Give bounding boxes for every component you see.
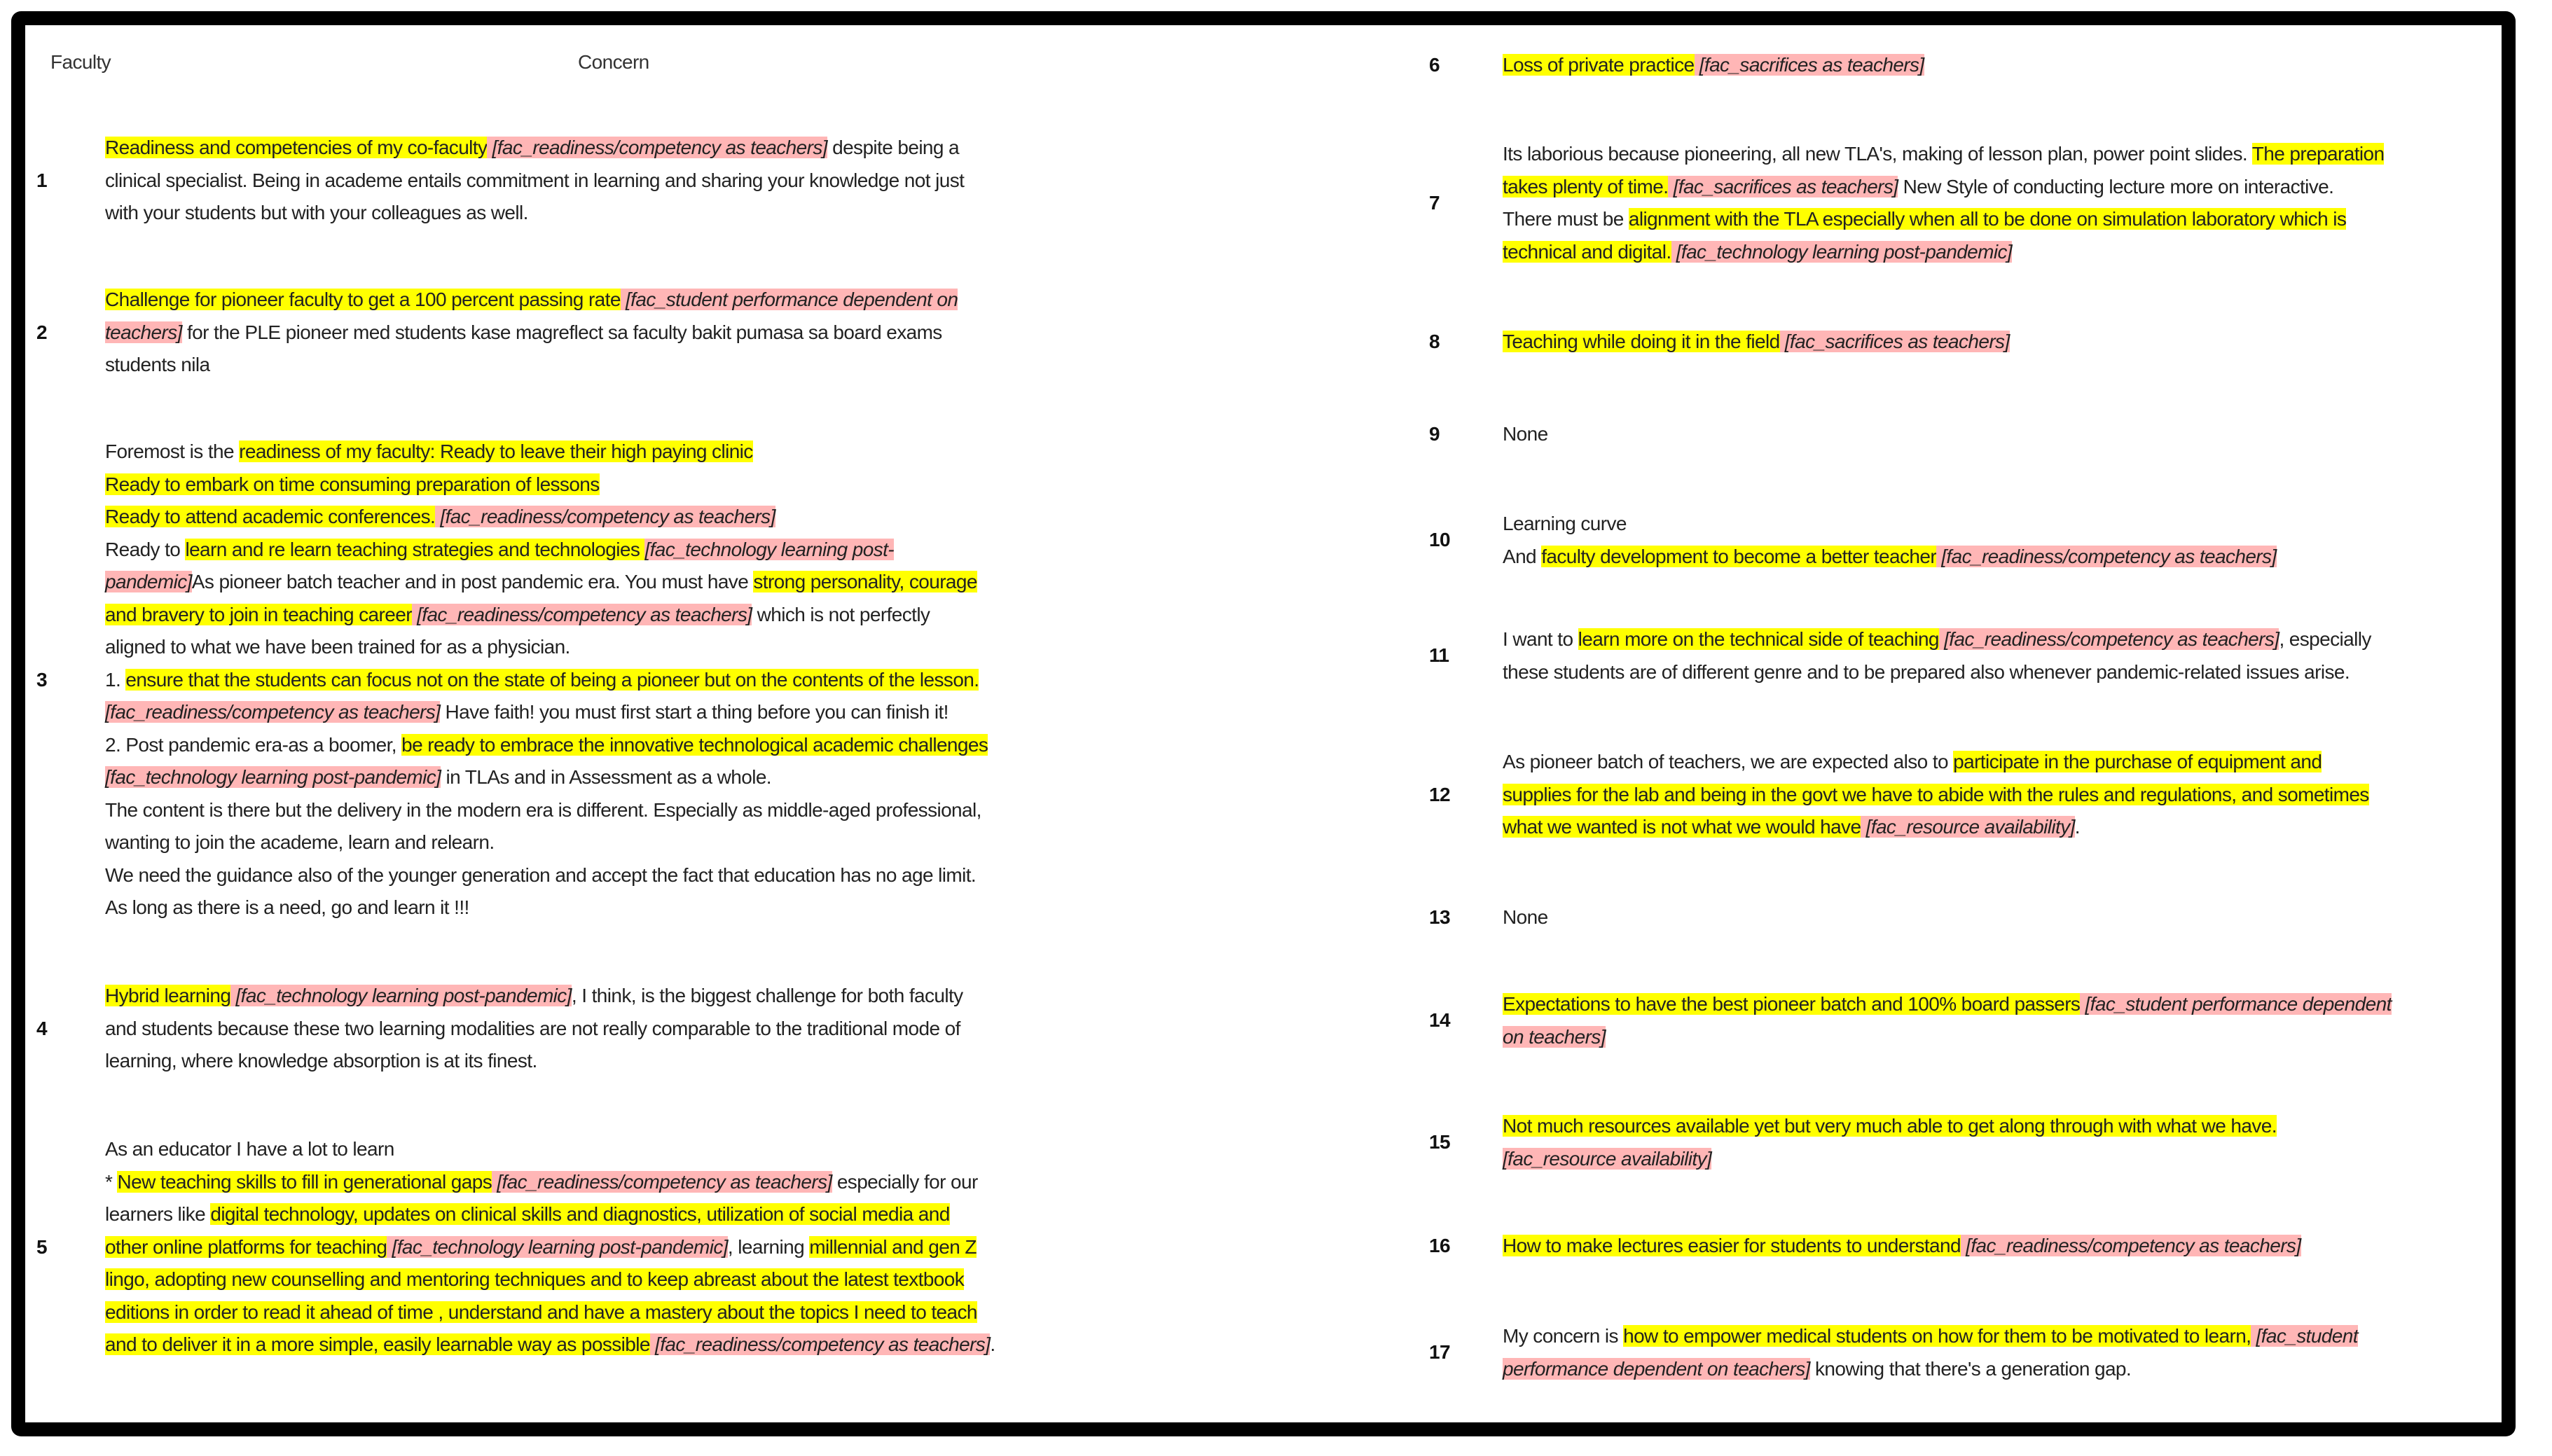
text-line [105,761,1129,794]
plain-text: We need the guidance also of the younger generation and accept the fact that education has no age limit. [105,864,977,886]
plain-text: in TLAs and in Assessment as a whole. [441,766,771,788]
table-row [1429,901,2494,934]
table-row [1429,418,2494,451]
plain-text: aligned to what we have been trained for as a physician. [105,636,570,658]
highlighted-excerpt: Hybrid learning [105,985,231,1006]
plain-text: As an educator I have a lot to learn [105,1138,394,1160]
concern-text [1503,1110,2494,1175]
concern-text [1503,508,2494,573]
row-number: 8 [1429,331,1440,352]
column-header-concern: Concern [578,51,649,73]
plain-text: learning, where knowledge absorption is at its finest. [105,1050,537,1072]
text-line [105,729,1129,762]
table-row [1429,49,2494,82]
plain-text: with your students but with your colleagues as well. [105,202,528,223]
row-number: 15 [1429,1131,1450,1153]
text-line [1503,779,2494,812]
plain-text: these students are of different genre and to be prepared also whenever pandemic-related issues arise. [1503,660,2350,683]
plain-text: As long as there is a need, go and learn it !!! [105,896,469,918]
concern-text [1503,1320,2494,1385]
concern-text [105,284,1129,382]
highlighted-excerpt: takes plenty of time. [1503,175,1669,197]
plain-text: My concern is [1503,1325,1624,1347]
highlighted-excerpt: learn and re learn teaching strategies and technologies [185,538,645,560]
highlighted-excerpt: millennial and gen Z [809,1235,977,1258]
concern-text [1503,746,2494,844]
table-row [1429,1110,2494,1175]
text-line [105,794,1129,827]
text-line [1503,988,2494,1021]
code-tag: [fac_technology learning post-pandemic] [230,985,572,1006]
row-number: 1 [36,169,47,191]
highlighted-excerpt: Not much resources available yet but very much able to get along through with what we have. [1503,1115,2277,1137]
plain-text: None [1503,906,1548,928]
concern-text [1503,49,2494,82]
row-number: 4 [36,1017,47,1039]
text-line [105,566,1129,599]
highlighted-excerpt: faculty development to become a better teacher [1541,545,1937,567]
highlighted-excerpt: learn more on the technical side of teaching [1578,628,1939,650]
text-line [105,980,1129,1013]
row-number: 9 [1429,423,1440,445]
code-tag: [fac_readiness/competency as teachers] [487,137,827,158]
plain-text: As pioneer batch teacher and in post pandemic era. You must have [191,571,754,592]
code-tag: [fac_readiness/competency as teachers] [105,701,441,723]
row-number: 7 [1429,191,1440,214]
text-line [1503,1110,2494,1143]
text-line [105,664,1129,697]
plain-text: and students because these two learning modalities are not really comparable to the traditional mode of [105,1017,960,1039]
text-line [1503,746,2494,779]
plain-text: Its laborious because pioneering, all new TLA's, making of lesson plan, power point slides. [1503,143,2252,165]
code-tag: [fac_resource availability] [1861,816,2075,838]
text-line [1503,49,2494,82]
text-line [1503,236,2494,269]
row-number: 12 [1429,783,1450,805]
text-line [1503,1021,2494,1054]
concern-text [1503,988,2494,1053]
text-line [105,132,1129,165]
text-line [1503,623,2494,656]
plain-text: * [105,1170,118,1193]
highlighted-excerpt: and to deliver it in a more simple, easily learnable way as possible [105,1333,650,1355]
highlighted-excerpt: ensure that the students can focus not on the state of being a pioneer but on the contents of the lesson. [125,668,979,691]
plain-text: And [1503,545,1542,567]
table-row [1429,1230,2494,1263]
concern-text [1503,326,2494,359]
text-line [105,599,1129,632]
text-line [105,631,1129,664]
plain-text: , I think, is the biggest challenge for both faculty [571,985,963,1006]
text-line [105,1166,1129,1199]
text-line [105,1198,1129,1231]
highlighted-excerpt: Ready to attend academic conferences. [105,506,436,527]
text-line [1503,418,2494,451]
row-number: 6 [1429,54,1440,76]
plain-text: learners like [105,1203,211,1225]
row-number: 14 [1429,1009,1450,1032]
row-number: 11 [1429,644,1449,667]
text-line [1503,1143,2494,1176]
code-tag: on teachers] [1503,1025,1606,1048]
code-tag: teachers] [105,321,182,343]
plain-text: students nila [105,354,210,375]
highlighted-excerpt: what we wanted is not what we would have [1503,816,1861,838]
text-line [105,284,1129,317]
text-line [1503,138,2494,171]
text-line [1503,1230,2494,1263]
highlighted-excerpt: The preparation [2251,143,2385,165]
table-row [1429,746,2494,844]
text-line [105,859,1129,892]
text-line [1503,811,2494,844]
code-tag: [fac_technology learning post-pandemic] [387,1235,728,1258]
code-tag: [fac_readiness/competency as teachers] [1938,628,2279,650]
text-line [105,1013,1129,1046]
code-tag: [fac_student [2251,1325,2358,1347]
text-line [105,197,1129,230]
plain-text: which is not perfectly [752,603,930,625]
code-tag: [fac_student performance dependent [2080,993,2392,1015]
highlighted-excerpt: Teaching while doing it in the field [1503,331,1780,352]
code-tag: [fac_readiness/competency as teachers] [492,1170,832,1193]
text-line [105,1231,1129,1264]
code-tag: [fac_readiness/competency as teachers] [649,1333,991,1355]
concern-text [105,1133,1129,1361]
highlighted-excerpt: Readiness and competencies of my co-faculty [105,137,488,158]
code-tag: pandemic] [105,571,192,592]
plain-text: Foremost is the [105,441,240,462]
table-row [36,132,1129,230]
text-line [1503,508,2494,541]
concern-text [105,436,1129,924]
plain-text: None [1503,423,1548,445]
text-line [1503,1353,2494,1386]
plain-text: 1. [105,668,126,691]
highlighted-excerpt: Ready to embark on time consuming preparation of lessons [105,473,600,495]
code-tag: performance dependent on teachers] [1503,1357,1810,1380]
code-tag: [fac_readiness/competency as teachers] [411,603,752,625]
text-line [105,317,1129,349]
plain-text: clinical specialist. Being in academe entails commitment in learning and sharing your knowledge not just [105,169,965,191]
table-row [1429,988,2494,1053]
plain-text: The content is there but the delivery in the modern era is different. Especially as middle-aged professional, [105,798,981,821]
text-line [105,1133,1129,1166]
text-line [105,349,1129,382]
text-line [105,534,1129,567]
highlighted-excerpt: alignment with the TLA especially when all to be done on simulation laboratory which is [1628,208,2347,230]
text-line [1503,901,2494,934]
text-line [105,1263,1129,1296]
concern-text [1503,418,2494,451]
code-tag: [fac_technology learning post-pandemic] [1671,240,2013,263]
row-number: 10 [1429,529,1450,551]
text-line [105,501,1129,534]
table-row [1429,1320,2494,1385]
highlighted-excerpt: Challenge for pioneer faculty to get a 100 percent passing rate [105,289,621,310]
column-header-faculty: Faculty [50,51,111,73]
highlighted-excerpt: how to empower medical students on how for them to be motivated to learn, [1623,1325,2251,1347]
text-line [1503,541,2494,574]
text-line [105,436,1129,469]
row-number: 3 [36,668,47,691]
code-tag: [fac_technology learning post- [644,538,895,560]
code-tag: [fac_sacrifices as teachers] [1779,331,2010,352]
text-line [1503,203,2494,236]
text-line [1503,656,2494,689]
plain-text: I want to [1503,628,1578,650]
concern-text [1503,1230,2494,1263]
plain-text: Ready to [105,538,186,560]
highlighted-excerpt: be ready to embrace the innovative technological academic challenges [401,733,988,756]
highlighted-excerpt: supplies for the lab and being in the govt we have to abide with the rules and regulations, and sometimes [1503,783,2369,805]
highlighted-excerpt: How to make lectures easier for students to understand [1503,1235,1961,1256]
code-tag: [fac_student performance dependent on [620,289,958,310]
plain-text: Learning curve [1503,513,1627,534]
plain-text: despite being a [827,137,960,158]
code-tag: [fac_sacrifices as teachers] [1668,175,1898,197]
table-row [36,284,1129,382]
text-line [1503,171,2494,204]
table-row [36,436,1129,924]
plain-text: . [2074,816,2080,838]
highlighted-excerpt: technical and digital. [1503,240,1671,263]
concern-text [105,980,1129,1078]
text-line [1503,326,2494,359]
highlighted-excerpt: New teaching skills to fill in generational gaps [117,1170,492,1193]
row-number: 16 [1429,1235,1450,1256]
code-tag: [fac_sacrifices as teachers] [1694,54,1924,76]
highlighted-excerpt: Loss of private practice [1503,54,1695,76]
text-line [105,1296,1129,1329]
text-line [1503,1320,2494,1353]
row-number: 13 [1429,906,1450,928]
highlighted-excerpt: strong personality, courage [753,571,977,592]
highlighted-excerpt: digital technology, updates on clinical skills and diagnostics, utilization of social media and [210,1203,950,1225]
plain-text: knowing that there's a generation gap. [1809,1357,2132,1380]
text-line [105,826,1129,859]
highlighted-excerpt: other online platforms for teaching [105,1235,387,1258]
highlighted-excerpt: readiness of my faculty: Ready to leave their high paying clinic [239,441,753,462]
concern-text [1503,138,2494,268]
text-line [105,469,1129,501]
plain-text: As pioneer batch of teachers, we are expected also to [1503,751,1954,772]
code-tag: [fac_readiness/competency as teachers] [1936,545,2277,567]
highlighted-excerpt: editions in order to read it ahead of time , understand and have a mastery about the topics I need to teach [105,1301,977,1323]
plain-text: Have faith! you must first start a thing before you can finish it! [440,701,949,723]
code-tag: [fac_readiness/competency as teachers] [435,506,775,527]
plain-text: for the PLE pioneer med students kase magreflect sa faculty bakit pumasa sa board exams [181,321,942,343]
row-number: 5 [36,1235,47,1258]
plain-text: especially for our [832,1170,978,1193]
concern-text [105,132,1129,230]
highlighted-excerpt: Expectations to have the best pioneer batch and 100% board passers [1503,993,2081,1015]
table-row [1429,508,2494,573]
plain-text: wanting to join the academe, learn and relearn. [105,831,495,853]
highlighted-excerpt: lingo, adopting new counselling and mentoring techniques and to keep abreast about the latest textbook [105,1268,965,1290]
text-line [105,892,1129,924]
table-row [1429,326,2494,359]
row-number: 2 [36,321,47,343]
highlighted-excerpt: and bravery to join in teaching career [105,603,412,625]
plain-text: There must be [1503,208,1629,230]
plain-text: 2. Post pandemic era-as a boomer, [105,733,402,756]
code-tag: [fac_technology learning post-pandemic] [105,766,441,788]
table-row [1429,138,2494,268]
text-line [105,696,1129,729]
plain-text: , especially [2279,628,2371,650]
text-line [105,1045,1129,1078]
concern-text [1503,623,2494,688]
concern-text [1503,901,2494,934]
text-line [105,1329,1129,1361]
code-tag: [fac_resource availability] [1503,1147,1712,1170]
code-tag: [fac_readiness/competency as teachers] [1960,1235,2301,1256]
table-row [36,1133,1129,1361]
highlighted-excerpt: participate in the purchase of equipment and [1953,751,2322,772]
table-row [1429,623,2494,688]
row-number: 17 [1429,1341,1450,1364]
plain-text: . [990,1333,995,1355]
plain-text: , learning [727,1235,810,1258]
table-row [36,980,1129,1078]
plain-text: New Style of conducting lecture more on interactive. [1898,175,2334,197]
text-line [105,165,1129,197]
